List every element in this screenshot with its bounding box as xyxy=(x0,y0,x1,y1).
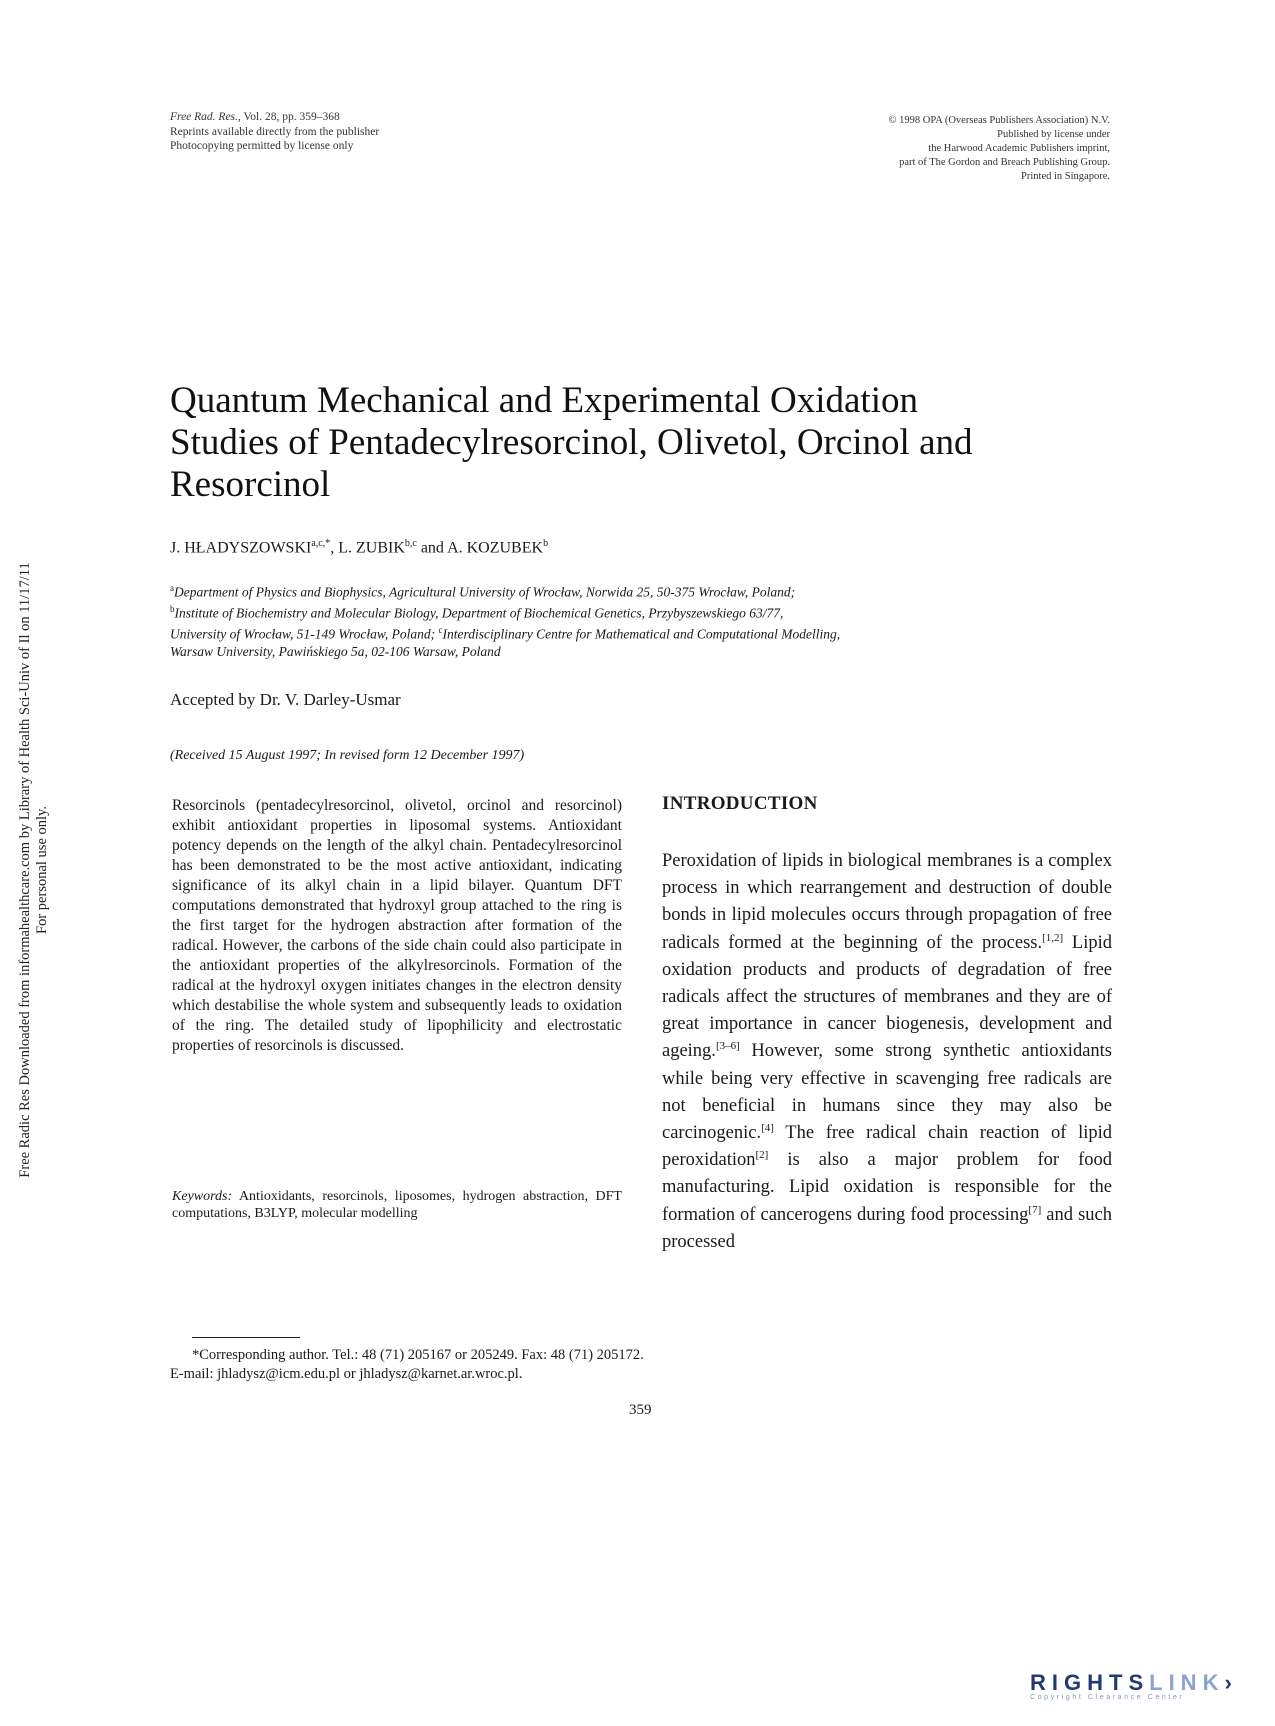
keywords xyxy=(172,1188,622,1222)
affiliation-text: Interdisciplinary Centre for Mathematical and Computational Modelling, xyxy=(442,626,841,642)
rightslink-logo[interactable] xyxy=(1030,1670,1260,1701)
body-text: The free radical chain reaction of lipid peroxidation xyxy=(662,1123,1112,1171)
accepted-by: Accepted by Dr. V. Darley-Usmar xyxy=(170,690,401,709)
citation-ref: [4] xyxy=(761,1121,774,1134)
citation-ref: [2] xyxy=(755,1149,769,1162)
author-name: L. ZUBIK xyxy=(338,539,405,557)
affiliations xyxy=(170,580,1070,661)
section-heading-introduction: INTRODUCTION xyxy=(662,793,818,814)
author-conjunction: and xyxy=(420,539,444,557)
citation-ref: [3–6] xyxy=(715,1040,740,1053)
reprints-note: Reprints available directly from the publisher xyxy=(170,125,380,138)
title-line: Resorcinol xyxy=(170,464,331,505)
journal-citation: Free Rad. Res., Vol. 28, pp. 359–368 xyxy=(170,111,340,123)
affiliation-text: University of Wrocław, 51-149 Wrocław, Poland; xyxy=(170,626,436,642)
photocopy-note: Photocopying permitted by license only xyxy=(170,140,354,152)
logo-subtitle: Copyright Clearance Center xyxy=(1030,1694,1185,1701)
header-publisher-info xyxy=(720,114,1110,184)
affiliation-mark: a xyxy=(170,583,174,593)
footnote-contact: *Corresponding author. Tel.: 48 (71) 205167 or 205249. Fax: 48 (71) 205172. xyxy=(192,1347,644,1363)
logo-wordmark xyxy=(1030,1670,1260,1696)
body-text: is also a major problem for food manufacturing. Lipid oxidation is responsible for the formation of cancerogens during food processing xyxy=(662,1150,1112,1225)
title-line: Studies of Pentadecylresorcinol, Olivetol, Orcinol and xyxy=(170,422,973,463)
logo-text-dark: RIGHTS xyxy=(1030,1670,1150,1695)
footnote-divider xyxy=(192,1337,300,1338)
affiliation-text: Institute of Biochemistry and Molecular Biology, Department of Biochemical Genetics, Przybyszewskiego 63/77, xyxy=(174,605,784,621)
printed-line: Printed in Singapore. xyxy=(1021,171,1110,182)
watermark-line: Free Radic Res Downloaded from informahealthcare.com by Library of Health Sci-Univ of Il on 11/17/11 xyxy=(17,562,33,1178)
author-affiliation-mark: b xyxy=(543,538,549,549)
title-line: Quantum Mechanical and Experimental Oxidation xyxy=(170,380,918,421)
author-name: A. KOZUBEK xyxy=(447,539,544,557)
copyright-line: © 1998 OPA (Overseas Publishers Association) N.V. xyxy=(888,115,1110,126)
body-text: Peroxidation of lipids in biological membranes is a complex process in which rearrangement and destruction of double bonds in lipid molecules occurs through propagation of free radicals formed at the beginning of the process. xyxy=(662,851,1112,953)
download-watermark xyxy=(17,510,51,1230)
keywords-label: Keywords: xyxy=(172,1189,233,1204)
affiliation-text: Department of Physics and Biophysics, Agricultural University of Wrocław, Norwida 25, 50-375 Wrocław, Poland; xyxy=(174,584,796,600)
affiliation-text: Warsaw University, Pawińskiego 5a, 02-106 Warsaw, Poland xyxy=(170,644,501,659)
received-dates: (Received 15 August 1997; In revised form 12 December 1997) xyxy=(170,748,525,763)
body-text: and such processed xyxy=(662,1204,1112,1252)
author-list: J. $HŁADYSZOWSKI^{a,c,*}$, L. ZUBIK$^{b,c}$ and A. KOZUBEK$^b$ xyxy=(170,538,549,557)
citation-ref: [7] xyxy=(1028,1203,1042,1216)
header-journal-info xyxy=(170,110,590,154)
page-number: 359 xyxy=(629,1402,652,1418)
body-text: Lipid oxidation products and products of degradation of free radicals affect the structures of membranes and they are of great importance in cancer biogenesis, development and ageing. xyxy=(662,932,1112,1062)
author-affiliation-mark: b,c xyxy=(404,538,417,549)
watermark-line: For personal use only. xyxy=(34,806,50,934)
affiliation-mark: c xyxy=(438,625,443,635)
keywords-text: Antioxidants, resorcinols, liposomes, hydrogen abstraction, DFT computations, B3LYP, molecular modelling xyxy=(172,1189,622,1221)
paper-title xyxy=(170,380,1150,506)
publisher-line: part of The Gordon and Breach Publishing Group. xyxy=(899,157,1110,168)
body-text: However, some strong synthetic antioxidants while being very effective in scavenging free radicals are not beneficial in humans since they may also be carcinogenic. xyxy=(662,1041,1112,1144)
logo-text-light: LINK xyxy=(1149,1670,1225,1695)
publisher-line: Published by license under xyxy=(997,129,1110,140)
footnote-email: E-mail: jhladysz@icm.edu.pl or jhladysz@karnet.ar.wroc.pl. xyxy=(170,1366,523,1382)
introduction-text xyxy=(662,848,1112,1256)
affiliation-mark: b xyxy=(170,604,175,614)
footnote xyxy=(170,1346,950,1384)
author-name: J. HŁADYSZOWSKI xyxy=(170,539,312,557)
logo-arrow-icon: › xyxy=(1224,1670,1238,1695)
citation-ref: [1,2] xyxy=(1042,931,1064,944)
abstract: Resorcinols (pentadecylresorcinol, olivetol, orcinol and resorcinol) exhibit antioxidant properties in liposomal systems. Antioxidant potency depends on the length of the alkyl chain. Pentadecylresorcinol has been demonstrated to be the most active antioxidant, indicating significance of its alkyl chain in a lipid bilayer. Quantum DFT computations demonstrated that hydroxyl group attached to the ring is the first target for the hydrogen abstraction after formation of the radical. However, the carbons of the side chain could also participate in the antioxidant properties of the alkylresorcinols. Formation of the radical at the hydroxyl oxygen initiates changes in the electron density which destabilise the whole system and subsequently leads to oxidation of the ring. The detailed study of lipophilicity and electrostatic properties of resorcinols is discussed. xyxy=(172,797,622,1054)
publisher-line: the Harwood Academic Publishers imprint, xyxy=(928,143,1110,154)
author-affiliation-mark: a,c,* xyxy=(311,538,331,549)
